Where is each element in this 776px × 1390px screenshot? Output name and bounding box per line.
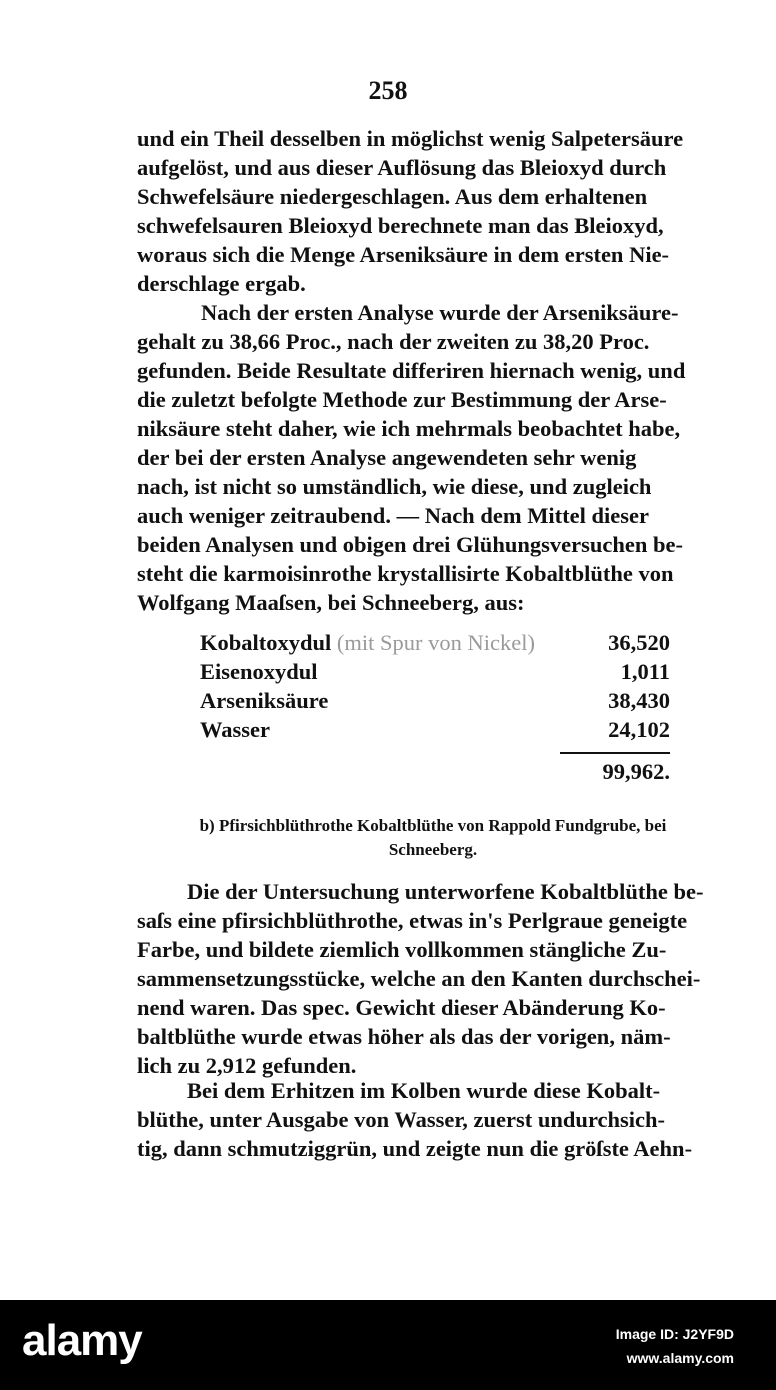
- text-line: steht die karmoisinrothe krystallisirte Kobaltblüthe von: [137, 561, 674, 586]
- component-value: 24,102: [608, 717, 670, 742]
- paragraph-3: [137, 877, 729, 1080]
- text-line: Wolfgang Maaſsen, bei Schneeberg, aus:: [137, 590, 525, 615]
- text-line: beiden Analysen und obigen drei Glühungsversuchen be-: [137, 532, 683, 557]
- component-note: (mit Spur von Nickel): [336, 630, 536, 655]
- text-line: die zuletzt befolgte Methode zur Bestimmung der Arse-: [137, 387, 667, 412]
- composition-total: 99,962.: [602, 759, 670, 784]
- page-number: 258: [368, 76, 408, 105]
- text-line: schwefelsauren Bleioxyd berechnete man das Bleioxyd,: [137, 213, 664, 238]
- section-heading: [137, 814, 729, 862]
- paragraph-1: [137, 124, 729, 298]
- text-line: Bei dem Erhitzen im Kolben wurde diese Kobalt-: [187, 1078, 661, 1103]
- text-line: Die der Untersuchung unterworfene Kobaltblüthe be-: [187, 879, 704, 904]
- text-line: niksäure steht daher, wie ich mehrmals beobachtet habe,: [137, 416, 681, 441]
- text-line: nach, ist nicht so umständlich, wie diese, und zugleich: [137, 474, 652, 499]
- text-line: und ein Theil desselben in möglichst wenig Salpetersäure: [137, 126, 684, 151]
- text-line: gehalt zu 38,66 Proc., nach der zweiten zu 38,20 Proc.: [137, 329, 650, 354]
- component-value: 38,430: [608, 688, 670, 713]
- section-heading-line: b) Pfirsichblüthrothe Kobaltblüthe von Rappold Fundgrube, bei: [199, 816, 667, 835]
- text-line: saſs eine pfirsichblüthrothe, etwas in's Perlgraue geneigte: [137, 908, 688, 933]
- text-line: aufgelöst, und aus dieser Auflösung das Bleioxyd durch: [137, 155, 667, 180]
- watermark-url: www.alamy.com: [626, 1350, 734, 1366]
- paragraph-2: [137, 298, 729, 617]
- text-line: auch weniger zeitraubend. — Nach dem Mittel dieser: [137, 503, 650, 528]
- text-line: blüthe, unter Ausgabe von Wasser, zuerst undurchsich-: [137, 1107, 666, 1132]
- component-cell: [200, 628, 535, 657]
- text-line: woraus sich die Menge Arseniksäure in dem ersten Nie-: [137, 242, 670, 267]
- composition-row: [200, 657, 670, 686]
- composition-table: [200, 628, 670, 790]
- paragraph-4: [137, 1076, 729, 1163]
- component-label: Arseniksäure: [200, 688, 329, 713]
- text-line: nend waren. Das spec. Gewicht dieser Abänderung Ko-: [137, 995, 666, 1020]
- text-line: gefunden. Beide Resultate differiren hiernach wenig, und: [137, 358, 686, 383]
- composition-row: [200, 715, 670, 744]
- component-value: 36,520: [608, 630, 670, 655]
- component-label: Wasser: [200, 717, 270, 742]
- component-label: Kobaltoxydul: [200, 630, 332, 655]
- watermark-bar: [0, 1300, 776, 1390]
- component-value: 1,011: [620, 659, 670, 684]
- text-line: derschlage ergab.: [137, 271, 306, 296]
- text-line: baltblüthe wurde etwas höher als das der vorigen, näm-: [137, 1024, 671, 1049]
- text-line: lich zu 2,912 gefunden.: [137, 1053, 357, 1078]
- section-heading-line: Schneeberg.: [388, 840, 478, 859]
- composition-row: [200, 628, 670, 657]
- text-line: Farbe, und bildete ziemlich vollkommen stängliche Zu-: [137, 937, 667, 962]
- text-line: sammensetzungsstücke, welche an den Kanten durchschei-: [137, 966, 701, 991]
- text-line: tig, dann schmutziggrün, und zeigte nun die gröſste Aehn-: [137, 1136, 693, 1161]
- text-line: Schwefelsäure niedergeschlagen. Aus dem erhaltenen: [137, 184, 648, 209]
- image-id: Image ID: J2YF9D: [615, 1326, 734, 1342]
- text-line: Nach der ersten Analyse wurde der Arseniksäure-: [201, 300, 679, 325]
- composition-row: [200, 686, 670, 715]
- alamy-logo: alamy: [22, 1316, 142, 1365]
- component-label: Eisenoxydul: [200, 659, 318, 684]
- text-line: der bei der ersten Analyse angewendeten sehr wenig: [137, 445, 637, 470]
